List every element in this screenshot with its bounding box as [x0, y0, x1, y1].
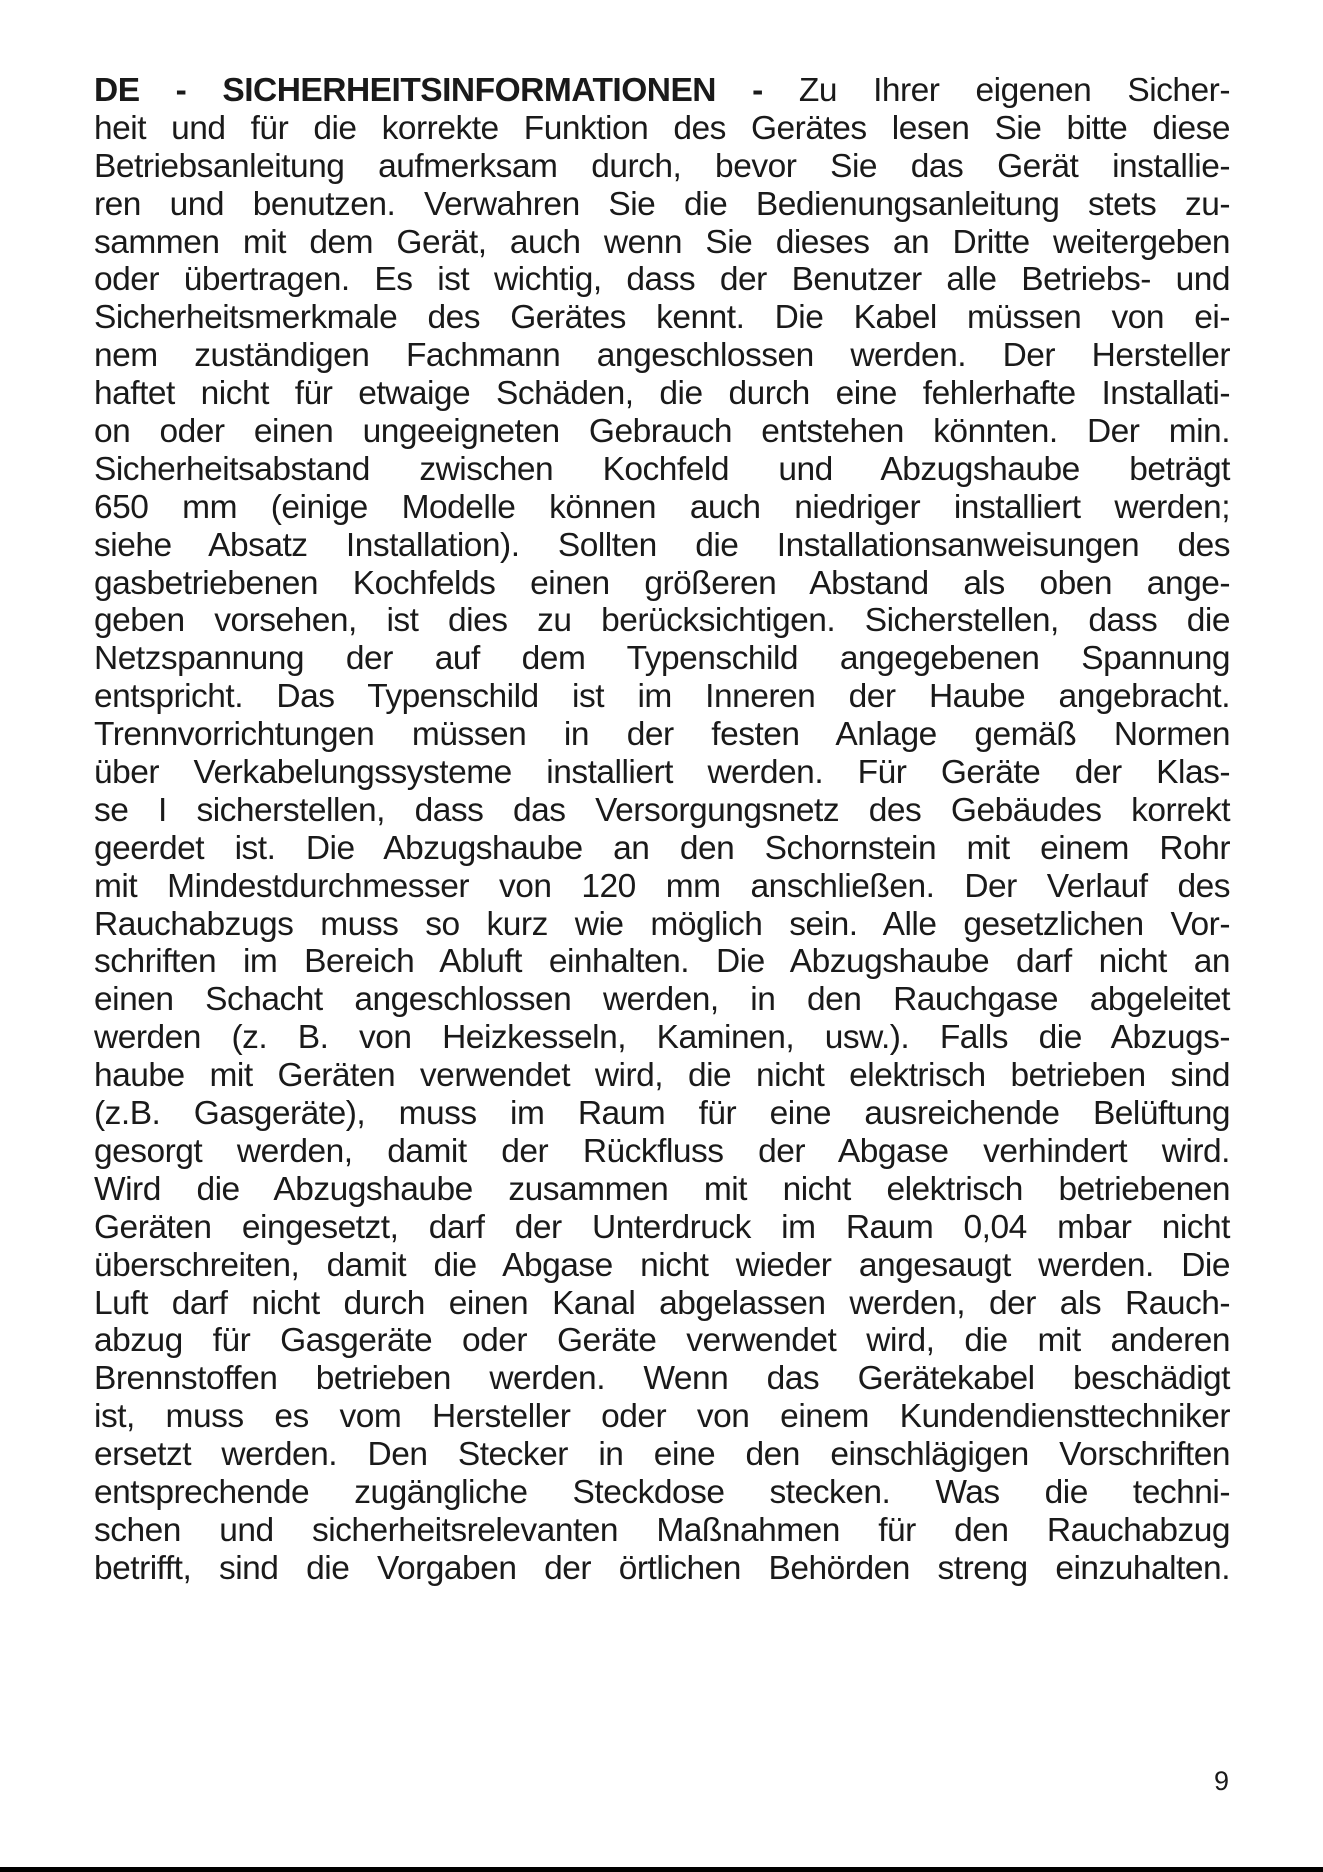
text-line: Betriebsanleitung aufmerksam durch, bevor Sie das Gerät installie- — [94, 147, 1230, 185]
text-line: geerdet ist. Die Abzugshaube an den Schornstein mit einem Rohr — [94, 829, 1230, 867]
section-heading: DE - SICHERHEITSINFORMATIONEN - — [94, 72, 763, 109]
text-line: siehe Absatz Installation). Sollten die Installationsanweisungen des — [94, 526, 1230, 564]
text-line: Wird die Abzugshaube zusammen mit nicht elektrisch betriebenen — [94, 1170, 1230, 1208]
page-number: 9 — [1213, 1766, 1229, 1796]
text-line: Brennstoffen betrieben werden. Wenn das Gerätekabel beschädigt — [94, 1360, 1230, 1398]
text-line: haftet nicht für etwaige Schäden, die durch eine fehlerhafte Installati- — [94, 375, 1230, 413]
text-line: Rauchabzugs muss so kurz wie möglich sein. Alle gesetzlichen Vor- — [94, 905, 1230, 943]
text-line: abzug für Gasgeräte oder Geräte verwendet wird, die mit anderen — [94, 1322, 1230, 1360]
text-line: werden (z. B. von Heizkesseln, Kaminen, usw.). Falls die Abzugs- — [94, 1019, 1230, 1057]
text-line: haube mit Geräten verwendet wird, die nicht elektrisch betrieben sind — [94, 1057, 1230, 1095]
text-line: Sicherheitsabstand zwischen Kochfeld und Abzugshaube beträgt — [94, 450, 1230, 488]
text-line: entsprechende zugängliche Steckdose stecken. Was die techni- — [94, 1473, 1230, 1511]
text-line: sammen mit dem Gerät, auch wenn Sie dieses an Dritte weitergeben — [94, 223, 1230, 261]
text-line: Trennvorrichtungen müssen in der festen Anlage gemäß Normen — [94, 716, 1230, 754]
text-line: se I sicherstellen, dass das Versorgungsnetz des Gebäudes korrekt — [94, 791, 1230, 829]
bottom-divider — [0, 1867, 1323, 1872]
text-line: einen Schacht angeschlossen werden, in den Rauchgase abgeleitet — [94, 981, 1230, 1019]
text-line: oder übertragen. Es ist wichtig, dass der Benutzer alle Betriebs- und — [94, 261, 1230, 299]
text-line: nem zuständigen Fachmann angeschlossen werden. Der Hersteller — [94, 337, 1230, 375]
text-line: heit und für die korrekte Funktion des Gerätes lesen Sie bitte diese — [94, 109, 1230, 147]
text-line: Luft darf nicht durch einen Kanal abgelassen werden, der als Rauch- — [94, 1284, 1230, 1322]
text-line: entspricht. Das Typenschild ist im Inneren der Haube angebracht. — [94, 678, 1230, 716]
text-line: mit Mindestdurchmesser von 120 mm anschließen. Der Verlauf des — [94, 867, 1230, 905]
text-line: überschreiten, damit die Abgase nicht wieder angesaugt werden. Die — [94, 1246, 1230, 1284]
text-line: ersetzt werden. Den Stecker in eine den einschlägigen Vorschriften — [94, 1436, 1230, 1474]
text-line: on oder einen ungeeigneten Gebrauch entstehen könnten. Der min. — [94, 413, 1230, 451]
text-line: über Verkabelungssysteme installiert werden. Für Geräte der Klas- — [94, 754, 1230, 792]
text-line: gasbetriebenen Kochfelds einen größeren Abstand als oben ange- — [94, 564, 1230, 602]
safety-information-text — [94, 72, 1230, 1588]
text-line: ist, muss es vom Hersteller oder von einem Kundendiensttechniker — [94, 1398, 1230, 1436]
text-line-1-body: Zu Ihrer eigenen Sicher- — [762, 72, 1230, 109]
text-line: schen und sicherheitsrelevanten Maßnahmen für den Rauchabzug — [94, 1511, 1230, 1549]
text-line: Geräten eingesetzt, darf der Unterdruck im Raum 0,04 mbar nicht — [94, 1208, 1230, 1246]
text-line: 650 mm (einige Modelle können auch niedriger installiert werden; — [94, 488, 1230, 526]
text-line: (z.B. Gasgeräte), muss im Raum für eine ausreichende Belüftung — [94, 1095, 1230, 1133]
text-line: schriften im Bereich Abluft einhalten. Die Abzugshaube darf nicht an — [94, 943, 1230, 981]
text-line: ren und benutzen. Verwahren Sie die Bedienungsanleitung stets zu- — [94, 185, 1230, 223]
text-line: Sicherheitsmerkmale des Gerätes kennt. Die Kabel müssen von ei- — [94, 299, 1230, 337]
text-line: gesorgt werden, damit der Rückfluss der Abgase verhindert wird. — [94, 1132, 1230, 1170]
text-line-last: betrifft, sind die Vorgaben der örtlichen Behörden streng einzuhalten. — [94, 1549, 1230, 1587]
text-line: Netzspannung der auf dem Typenschild angegebenen Spannung — [94, 640, 1230, 678]
text-line-1 — [94, 72, 1230, 110]
text-line: geben vorsehen, ist dies zu berücksichtigen. Sicherstellen, dass die — [94, 602, 1230, 640]
